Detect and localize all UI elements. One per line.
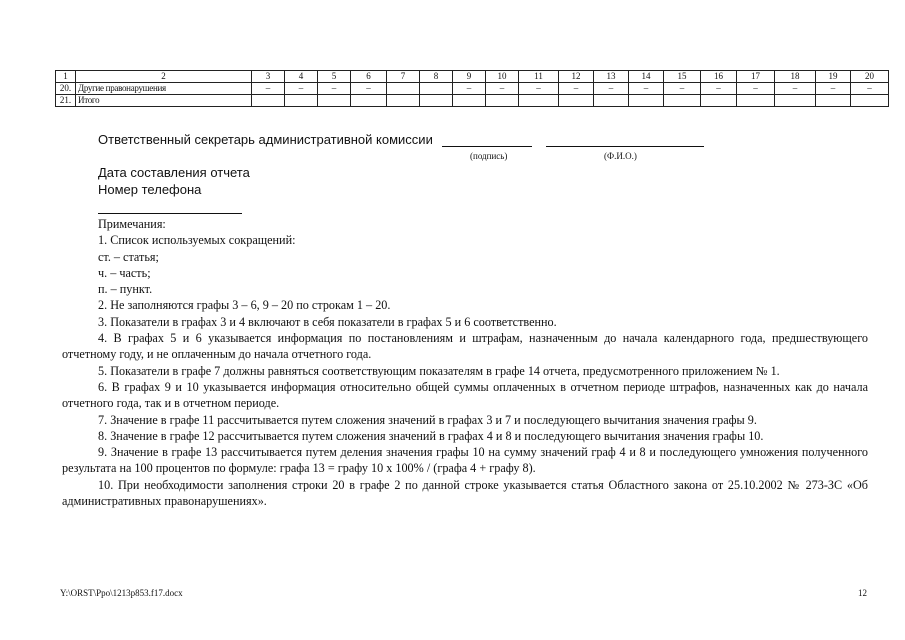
column-number: 10 (486, 71, 519, 83)
notes-title: Примечания: (98, 217, 166, 231)
table-header-row (56, 71, 889, 83)
file-path: Y:\ORST\Ppo\1213p853.f17.docx (60, 588, 183, 598)
note-item: 9. Значение в графе 13 рассчитывается путем деления значения графы 10 на сумму значений граф 4 и 8 и последующего умножения полученного результата на 100 процентов по формуле: графа 13 = графу 10 х 100% / (графа 4 + графу 8). (62, 445, 868, 476)
row-label: Другие правонарушения (76, 83, 252, 95)
table-cell: – (318, 83, 351, 95)
table-cell (775, 95, 816, 107)
note-item: 5. Показатели в графе 7 должны равняться соответствующим показателям в графе 14 отчета, предусмотренного приложением № 1. (98, 363, 780, 378)
table-cell (816, 95, 851, 107)
name-field[interactable] (546, 134, 704, 147)
notes-section (62, 216, 868, 509)
note-item: п. – пункт. (98, 282, 153, 297)
note-item: 2. Не заполняются графы 3 – 6, 9 – 20 по строкам 1 – 20. (98, 298, 391, 313)
table-cell: – (285, 83, 318, 95)
row-label: Итого (76, 95, 252, 107)
column-number: 18 (775, 71, 816, 83)
table-cell (387, 95, 420, 107)
table-row (56, 95, 889, 107)
column-number: 2 (76, 71, 252, 83)
table-cell: – (629, 83, 664, 95)
column-number: 6 (351, 71, 387, 83)
table-cell: – (252, 83, 285, 95)
table-cell: – (664, 83, 701, 95)
table-cell: – (486, 83, 519, 95)
column-number: 17 (737, 71, 775, 83)
table-cell: – (816, 83, 851, 95)
column-number: 15 (664, 71, 701, 83)
table-cell (701, 95, 737, 107)
table-cell (420, 95, 453, 107)
column-number: 11 (519, 71, 559, 83)
column-number: 16 (701, 71, 737, 83)
signature-field[interactable] (442, 134, 532, 147)
table-cell (387, 83, 420, 95)
column-number: 8 (420, 71, 453, 83)
table-cell (486, 95, 519, 107)
column-number: 3 (252, 71, 285, 83)
note-item: 7. Значение в графе 11 рассчитывается путем сложения значений в графах 3 и 7 и последующего вычитания значения графы 9. (98, 412, 757, 427)
report-table (55, 70, 889, 107)
page-number: 12 (858, 588, 867, 598)
column-number: 1 (56, 71, 76, 83)
note-item: ч. – часть; (98, 265, 151, 280)
table-cell (252, 95, 285, 107)
table-cell (594, 95, 629, 107)
column-number: 20 (851, 71, 889, 83)
table-cell (629, 95, 664, 107)
note-item: 8. Значение в графе 12 рассчитывается путем сложения значений в графах 4 и 8 и последующего вычитания значения графы 10. (98, 428, 764, 443)
note-item: 3. Показатели в графах 3 и 4 включают в себя показатели в графах 5 и 6 соответственно. (98, 314, 557, 329)
table-cell (664, 95, 701, 107)
note-item: 10. При необходимости заполнения строки 20 в графе 2 по данной строке указывается статья Областного закона от 25.10.2002 № 273-ЗС «Об административных правонарушениях». (62, 477, 868, 509)
note-item: 4. В графах 5 и 6 указывается информация по постановлениям и штрафам, назначенным до начала календарного года, предшествующего отчетному году, и не оплаченным до начала отчетного года. (62, 331, 868, 362)
table-cell: – (594, 83, 629, 95)
report-date-label: Дата составления отчета (98, 165, 250, 180)
table-cell: – (351, 83, 387, 95)
table-cell (851, 95, 889, 107)
table-cell (453, 95, 486, 107)
table-cell: – (701, 83, 737, 95)
table-cell (559, 95, 594, 107)
column-number: 19 (816, 71, 851, 83)
column-number: 9 (453, 71, 486, 83)
row-number: 20. (56, 83, 76, 95)
separator-line (98, 213, 242, 214)
signature-line (98, 132, 704, 147)
table-cell (737, 95, 775, 107)
column-number: 13 (594, 71, 629, 83)
table-row (56, 83, 889, 95)
table-cell (519, 95, 559, 107)
table-cell (351, 95, 387, 107)
column-number: 7 (387, 71, 420, 83)
name-caption: (Ф.И.О.) (604, 151, 637, 161)
signature-caption: (подпись) (470, 151, 508, 161)
column-number: 4 (285, 71, 318, 83)
table-cell: – (851, 83, 889, 95)
table-cell: – (519, 83, 559, 95)
table-cell (285, 95, 318, 107)
phone-label: Номер телефона (98, 182, 202, 197)
note-item: ст. – статья; (98, 249, 159, 264)
table-cell (318, 95, 351, 107)
column-number: 14 (629, 71, 664, 83)
column-number: 5 (318, 71, 351, 83)
table-cell: – (737, 83, 775, 95)
table-cell (420, 83, 453, 95)
note-item: 6. В графах 9 и 10 указывается информация относительно общей суммы оплаченных в отчетном периоде штрафов, назначенных как до начала отчетного года, так и в отчетном периоде. (62, 379, 868, 411)
table-cell: – (775, 83, 816, 95)
row-number: 21. (56, 95, 76, 107)
note-item: 1. Список используемых сокращений: (98, 233, 296, 248)
column-number: 12 (559, 71, 594, 83)
table-cell: – (453, 83, 486, 95)
table-cell: – (559, 83, 594, 95)
signature-label: Ответственный секретарь административной комиссии (98, 132, 433, 147)
